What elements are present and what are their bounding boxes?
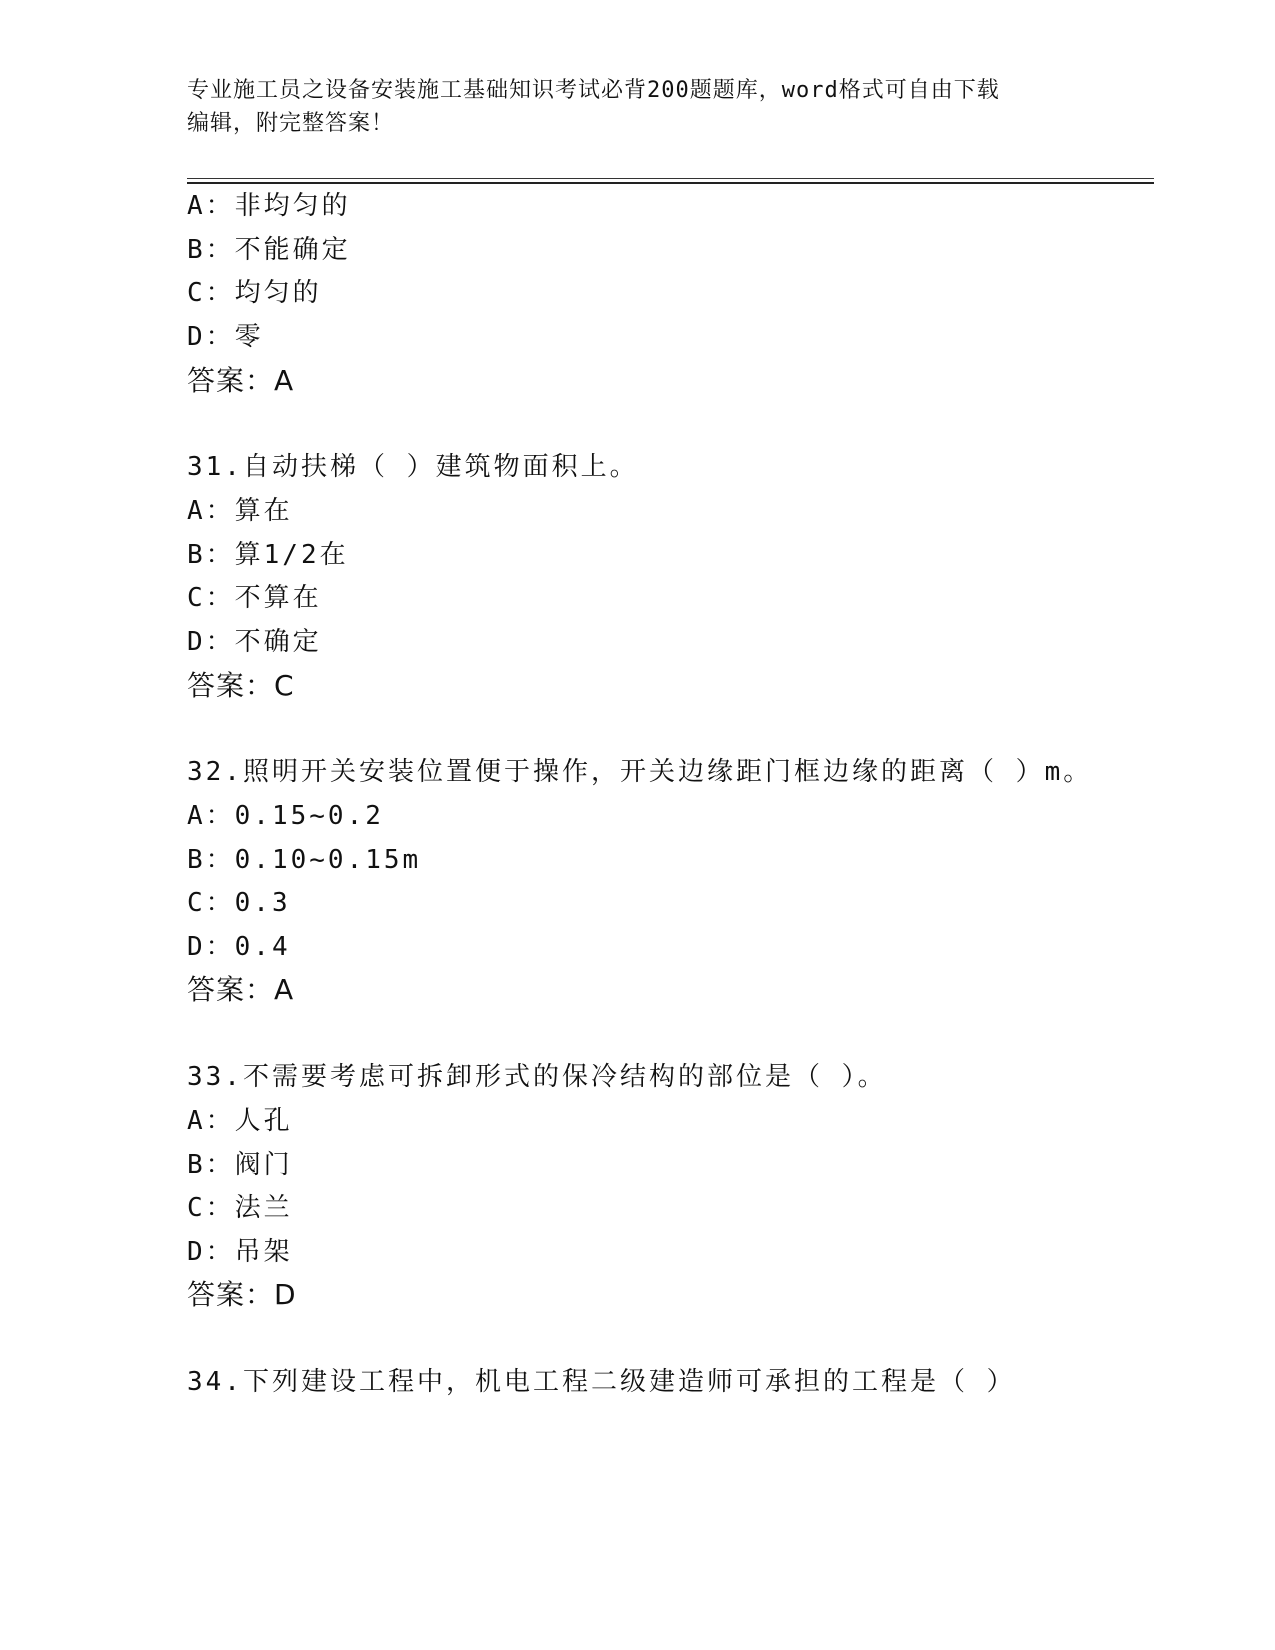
q33-option-d: D：吊架 xyxy=(187,1237,293,1267)
q32-answer: 答案：A xyxy=(187,973,295,1006)
q33-stem: 33.不需要考虑可拆卸形式的保冷结构的部位是（ ）。 xyxy=(187,1062,887,1092)
q30-option-a: A：非均匀的 xyxy=(187,191,351,221)
q32-option-d: D：0.4 xyxy=(187,932,291,962)
q31-option-a: A：算在 xyxy=(187,496,293,526)
q30-option-c: C：均匀的 xyxy=(187,278,322,308)
q32-option-a: A：0.15~0.2 xyxy=(187,801,384,831)
q32-stem: 32.照明开关安装位置便于操作，开关边缘距门框边缘的距离（ ）m。 xyxy=(187,757,1093,787)
q33-option-c: C：法兰 xyxy=(187,1193,293,1223)
q31-stem: 31.自动扶梯（ ）建筑物面积上。 xyxy=(187,452,639,482)
header-divider-thin xyxy=(187,178,1154,179)
q31-answer: 答案：C xyxy=(187,669,295,702)
q34-stem: 34.下列建设工程中，机电工程二级建造师可承担的工程是（ ） xyxy=(187,1367,1016,1397)
q31-option-c: C：不算在 xyxy=(187,583,322,613)
header-title-line-1: 专业施工员之设备安装施工基础知识考试必背200题题库，word格式可自由下载 xyxy=(187,78,1000,103)
q30-option-b: B：不能确定 xyxy=(187,235,351,265)
q30-answer: 答案：A xyxy=(187,364,295,397)
q32-option-c: C：0.3 xyxy=(187,888,291,918)
header-divider-thick xyxy=(187,182,1154,184)
q33-option-a: A：人孔 xyxy=(187,1106,293,1136)
q30-option-d: D：零 xyxy=(187,322,264,352)
q33-option-b: B：阀门 xyxy=(187,1150,293,1180)
q32-option-b: B：0.10~0.15m xyxy=(187,845,422,875)
q33-answer: 答案：D xyxy=(187,1278,297,1311)
document-header xyxy=(187,74,1087,140)
q31-option-d: D：不确定 xyxy=(187,627,322,657)
header-title-line-2: 编辑，附完整答案！ xyxy=(187,111,395,136)
q31-option-b: B：算1/2在 xyxy=(187,540,349,570)
